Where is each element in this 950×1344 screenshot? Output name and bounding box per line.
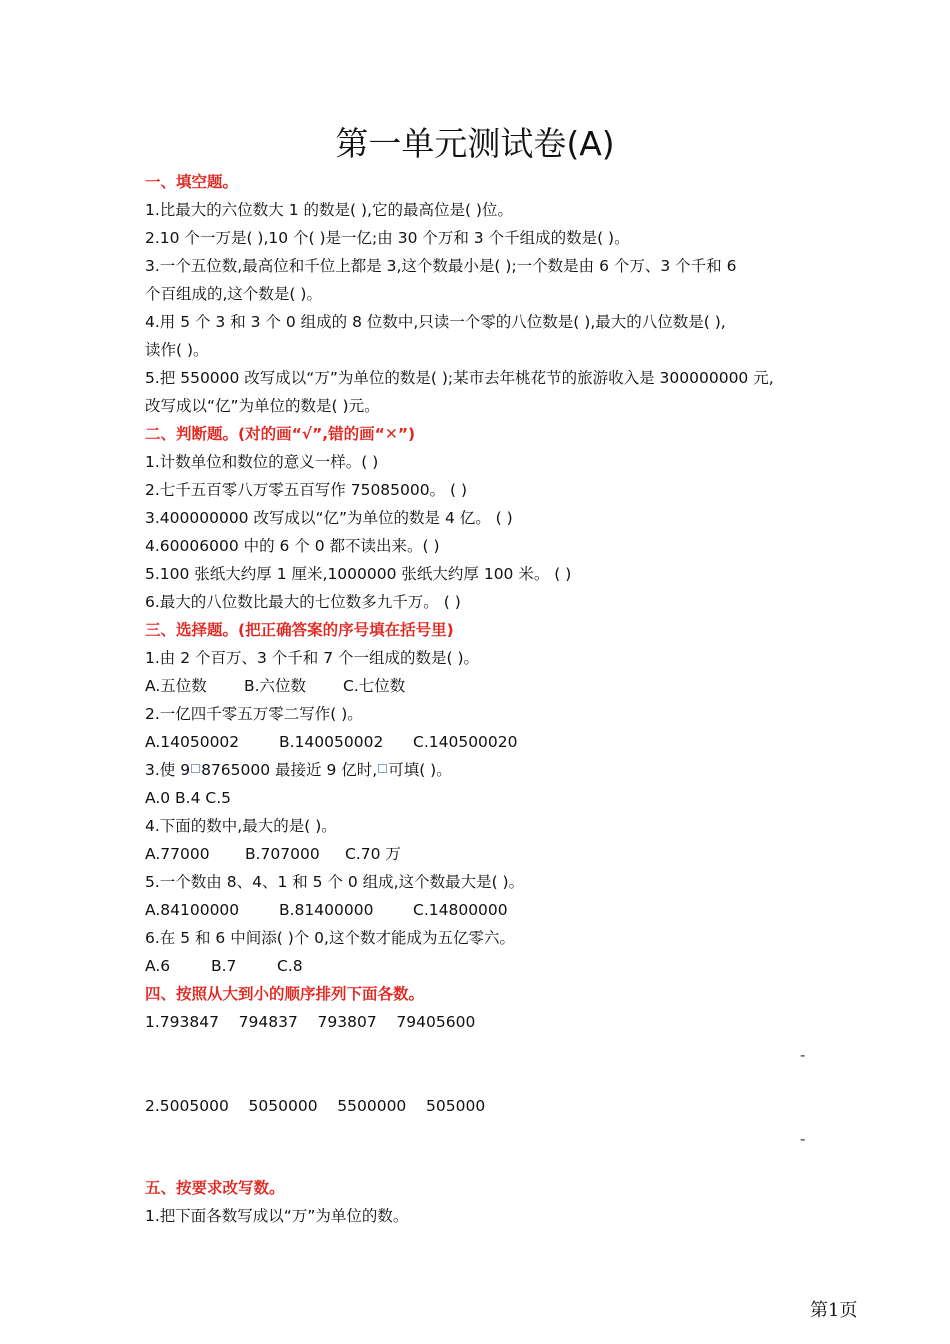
option-c: C.70 万 — [345, 845, 401, 863]
question-text: 5.把 550000 改写成以“万”为单位的数是( );某市去年桃花节的旅游收入是 300000000 元, — [145, 369, 774, 387]
section-heading-rewrite: 五、按要求改写数。 — [145, 1179, 285, 1197]
section-heading-fill-blank: 一、填空题。 — [145, 173, 239, 191]
option-b: B.7 — [211, 957, 237, 975]
answer-options: A.0 B.4 C.5 — [145, 789, 232, 807]
answer-options — [145, 672, 405, 700]
option-b: B.六位数 — [244, 677, 307, 695]
page-number: 第1页 — [810, 1300, 858, 1321]
section-heading-ordering: 四、按照从大到小的顺序排列下面各数。 — [145, 985, 425, 1003]
question-text: 3.400000000 改写成以“亿”为单位的数是 4 亿。 ( ) — [145, 509, 513, 527]
question-text: 2.10 个一万是( ),10 个( )是一亿;由 30 个万和 3 个千组成的数是( )。 — [145, 229, 630, 247]
answer-mark: - — [800, 1130, 806, 1148]
question-suffix: 可填( )。 — [388, 761, 452, 779]
question-text: 4.60006000 中的 6 个 0 都不读出来。( ) — [145, 537, 440, 555]
blank-box-icon — [378, 764, 387, 773]
option-b: B.140050002 — [279, 733, 384, 751]
option-a: A.77000 — [145, 845, 210, 863]
question-text: 3.一个五位数,最高位和千位上都是 3,这个数最小是( );一个数是由 6 个万、3 个千和 6 — [145, 257, 737, 275]
option-b: B.707000 — [245, 845, 320, 863]
section-heading-true-false: 二、判断题。(对的画“√”,错的画“✕”) — [145, 425, 416, 443]
question-text — [145, 756, 452, 784]
answer-mark: - — [800, 1046, 806, 1064]
question-text: 1.比最大的六位数大 1 的数是( ),它的最高位是( )位。 — [145, 201, 513, 219]
option-c: C.七位数 — [343, 677, 406, 695]
question-text: 5.100 张纸大约厚 1 厘米,1000000 张纸大约厚 100 米。 ( ) — [145, 565, 572, 583]
option-a: A.6 — [145, 957, 171, 975]
page-title: 第一单元测试卷(A) — [335, 124, 615, 163]
option-a: A.84100000 — [145, 901, 240, 919]
question-text: 1.由 2 个百万、3 个千和 7 个一组成的数是( )。 — [145, 649, 480, 667]
answer-options — [145, 896, 508, 924]
question-text: 读作( )。 — [145, 341, 209, 359]
question-text: 6.在 5 和 6 中间添( )个 0,这个数才能成为五亿零六。 — [145, 929, 515, 947]
question-text: 5.一个数由 8、4、1 和 5 个 0 组成,这个数最大是( )。 — [145, 873, 525, 891]
section-heading-multiple-choice: 三、选择题。(把正确答案的序号填在括号里) — [145, 621, 454, 639]
answer-options — [145, 840, 401, 868]
question-text: 个百组成的,这个数是( )。 — [145, 285, 322, 303]
question-text: 1.793847 794837 793807 79405600 — [145, 1013, 476, 1031]
option-c: C.14800000 — [413, 901, 508, 919]
question-text: 1.计数单位和数位的意义一样。( ) — [145, 453, 379, 471]
question-text: 1.把下面各数写成以“万”为单位的数。 — [145, 1207, 409, 1225]
question-text: 2.一亿四千零五万零二写作( )。 — [145, 705, 363, 723]
question-prefix: 3.使 9 — [145, 761, 191, 779]
option-c: C.8 — [277, 957, 303, 975]
question-text: 4.下面的数中,最大的是( )。 — [145, 817, 337, 835]
option-b: B.81400000 — [279, 901, 374, 919]
question-text: 6.最大的八位数比最大的七位数多九千万。 ( ) — [145, 593, 461, 611]
blank-box-icon — [191, 764, 200, 773]
option-a: A.14050002 — [145, 733, 240, 751]
answer-options — [145, 728, 518, 756]
answer-options — [145, 952, 303, 980]
question-text: 2.七千五百零八万零五百写作 75085000。 ( ) — [145, 481, 468, 499]
option-a: A.五位数 — [145, 677, 207, 695]
question-middle: 8765000 最接近 9 亿时, — [201, 761, 378, 779]
question-text: 2.5005000 5050000 5500000 505000 — [145, 1097, 486, 1115]
question-text: 4.用 5 个 3 和 3 个 0 组成的 8 位数中,只读一个零的八位数是( ),最大的八位数是( ), — [145, 313, 726, 331]
option-c: C.140500020 — [413, 733, 518, 751]
question-text: 改写成以“亿”为单位的数是( )元。 — [145, 397, 380, 415]
